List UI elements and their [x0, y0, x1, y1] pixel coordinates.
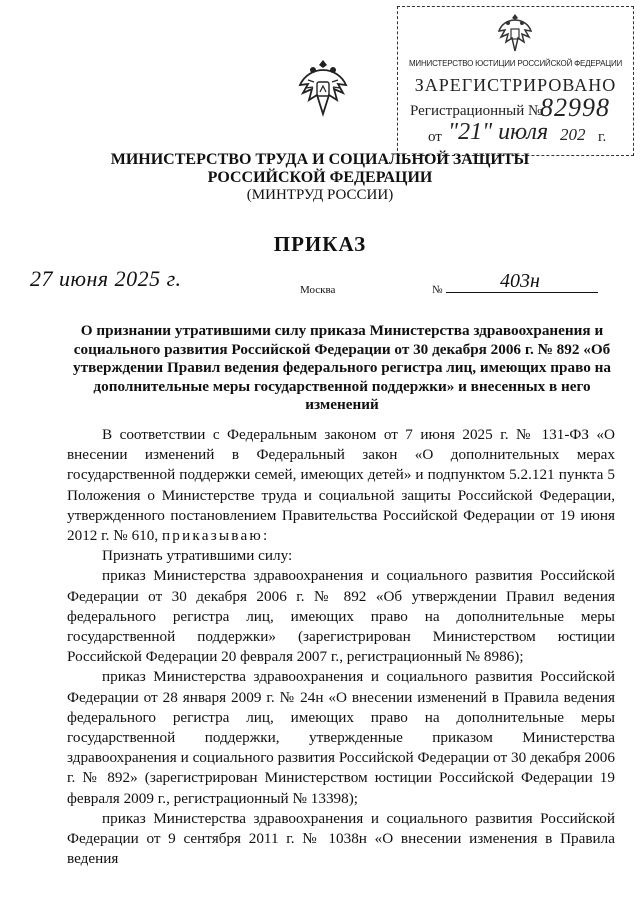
registration-stamp — [397, 6, 634, 156]
order-number: 403н — [500, 270, 540, 292]
order-directive: приказываю: — [161, 527, 270, 545]
order-date: 27 июня 2025 г. — [30, 266, 182, 291]
ministry-name-line2: РОССИЙСКОЙ ФЕДЕРАЦИИ — [207, 169, 433, 186]
stamp-year: 202 — [560, 125, 586, 144]
ministry-name-line1: МИНИСТЕРСТВО ТРУДА И СОЦИАЛЬНОЙ ЗАЩИТЫ — [110, 151, 530, 168]
body-paragraph-text: В соответствии с Федеральным законом от 7 июня 2025 г. № 131-ФЗ «О внесении изменений в Федеральный закон «О дополнительных мерах государственной поддержки семей, имеющих детей» и подпунктом 5.2.121 пункта 5 Положения о Министерстве труда и социальной защиты Российской Федерации, утвержденного постановлением Правительства Российской Федерации от 19 июня 2012 г. № 610, — [67, 426, 615, 545]
stamp-regnum-label: Регистрационный № — [410, 103, 543, 119]
body-paragraph — [67, 425, 615, 546]
body-paragraph: приказ Министерства здравоохранения и социального развития Российской Федерации от 28 января 2009 г. № 24н «О внесении изменений в Правила ведения федерального регистра лиц, имеющих право на дополнительные меры государственной поддержки, утвержденные приказом Министерства здравоохранения и социального развития Российской Федерации от 30 декабря 2006 г. № 892» (зарегистрирован Министерством юстиции Российской Федерации 19 февраля 2009 г., регистрационный № 13398); — [67, 668, 615, 807]
coat-of-arms-icon — [495, 11, 535, 55]
stamp-ministry-name: МИНИСТЕРСТВО ЮСТИЦИИ РОССИЙСКОЙ ФЕДЕРАЦИИ — [408, 59, 623, 68]
body-paragraph: приказ Министерства здравоохранения и социального развития Российской Федерации от 30 декабря 2006 г. № 892 «Об утверждении Правил ведения федерального регистра лиц, имеющих право на дополнительные меры государственной поддержки» (зарегистрирован Министерством юстиции Российской Федерации 20 февраля 2007 г., регистрационный № 8986); — [67, 567, 615, 666]
stamp-registered-label: ЗАРЕГИСТРИРОВАНО — [414, 75, 617, 95]
order-body — [67, 425, 615, 869]
document-type: ПРИКАЗ — [273, 232, 367, 256]
order-number-label: № — [432, 284, 443, 296]
ministry-short-name: (МИНТРУД РОССИИ) — [246, 187, 394, 203]
body-paragraph: приказ Министерства здравоохранения и социального развития Российской Федерации от 9 сентября 2011 г. № 1038н «О внесении изменения в Правила ведения — [67, 809, 615, 868]
order-heading: О признании утратившими силу приказа Министерства здравоохранения и социального развития Российской Федерации от 30 декабря 2006 г. № 892 «Об утверждении Правил ведения федерального регистра лиц, имеющих право на дополнительные меры государственной поддержки» и внесенных в него изменений — [73, 322, 611, 413]
order-city: Москва — [300, 284, 336, 296]
coat-of-arms-icon — [296, 58, 350, 118]
stamp-regnum-value: 82998 — [540, 93, 610, 122]
stamp-date-value: "21" июля — [448, 119, 549, 145]
body-paragraph: Признать утратившими силу: — [102, 547, 293, 565]
stamp-year-suffix: г. — [598, 129, 607, 145]
stamp-date-label: от — [428, 129, 442, 145]
